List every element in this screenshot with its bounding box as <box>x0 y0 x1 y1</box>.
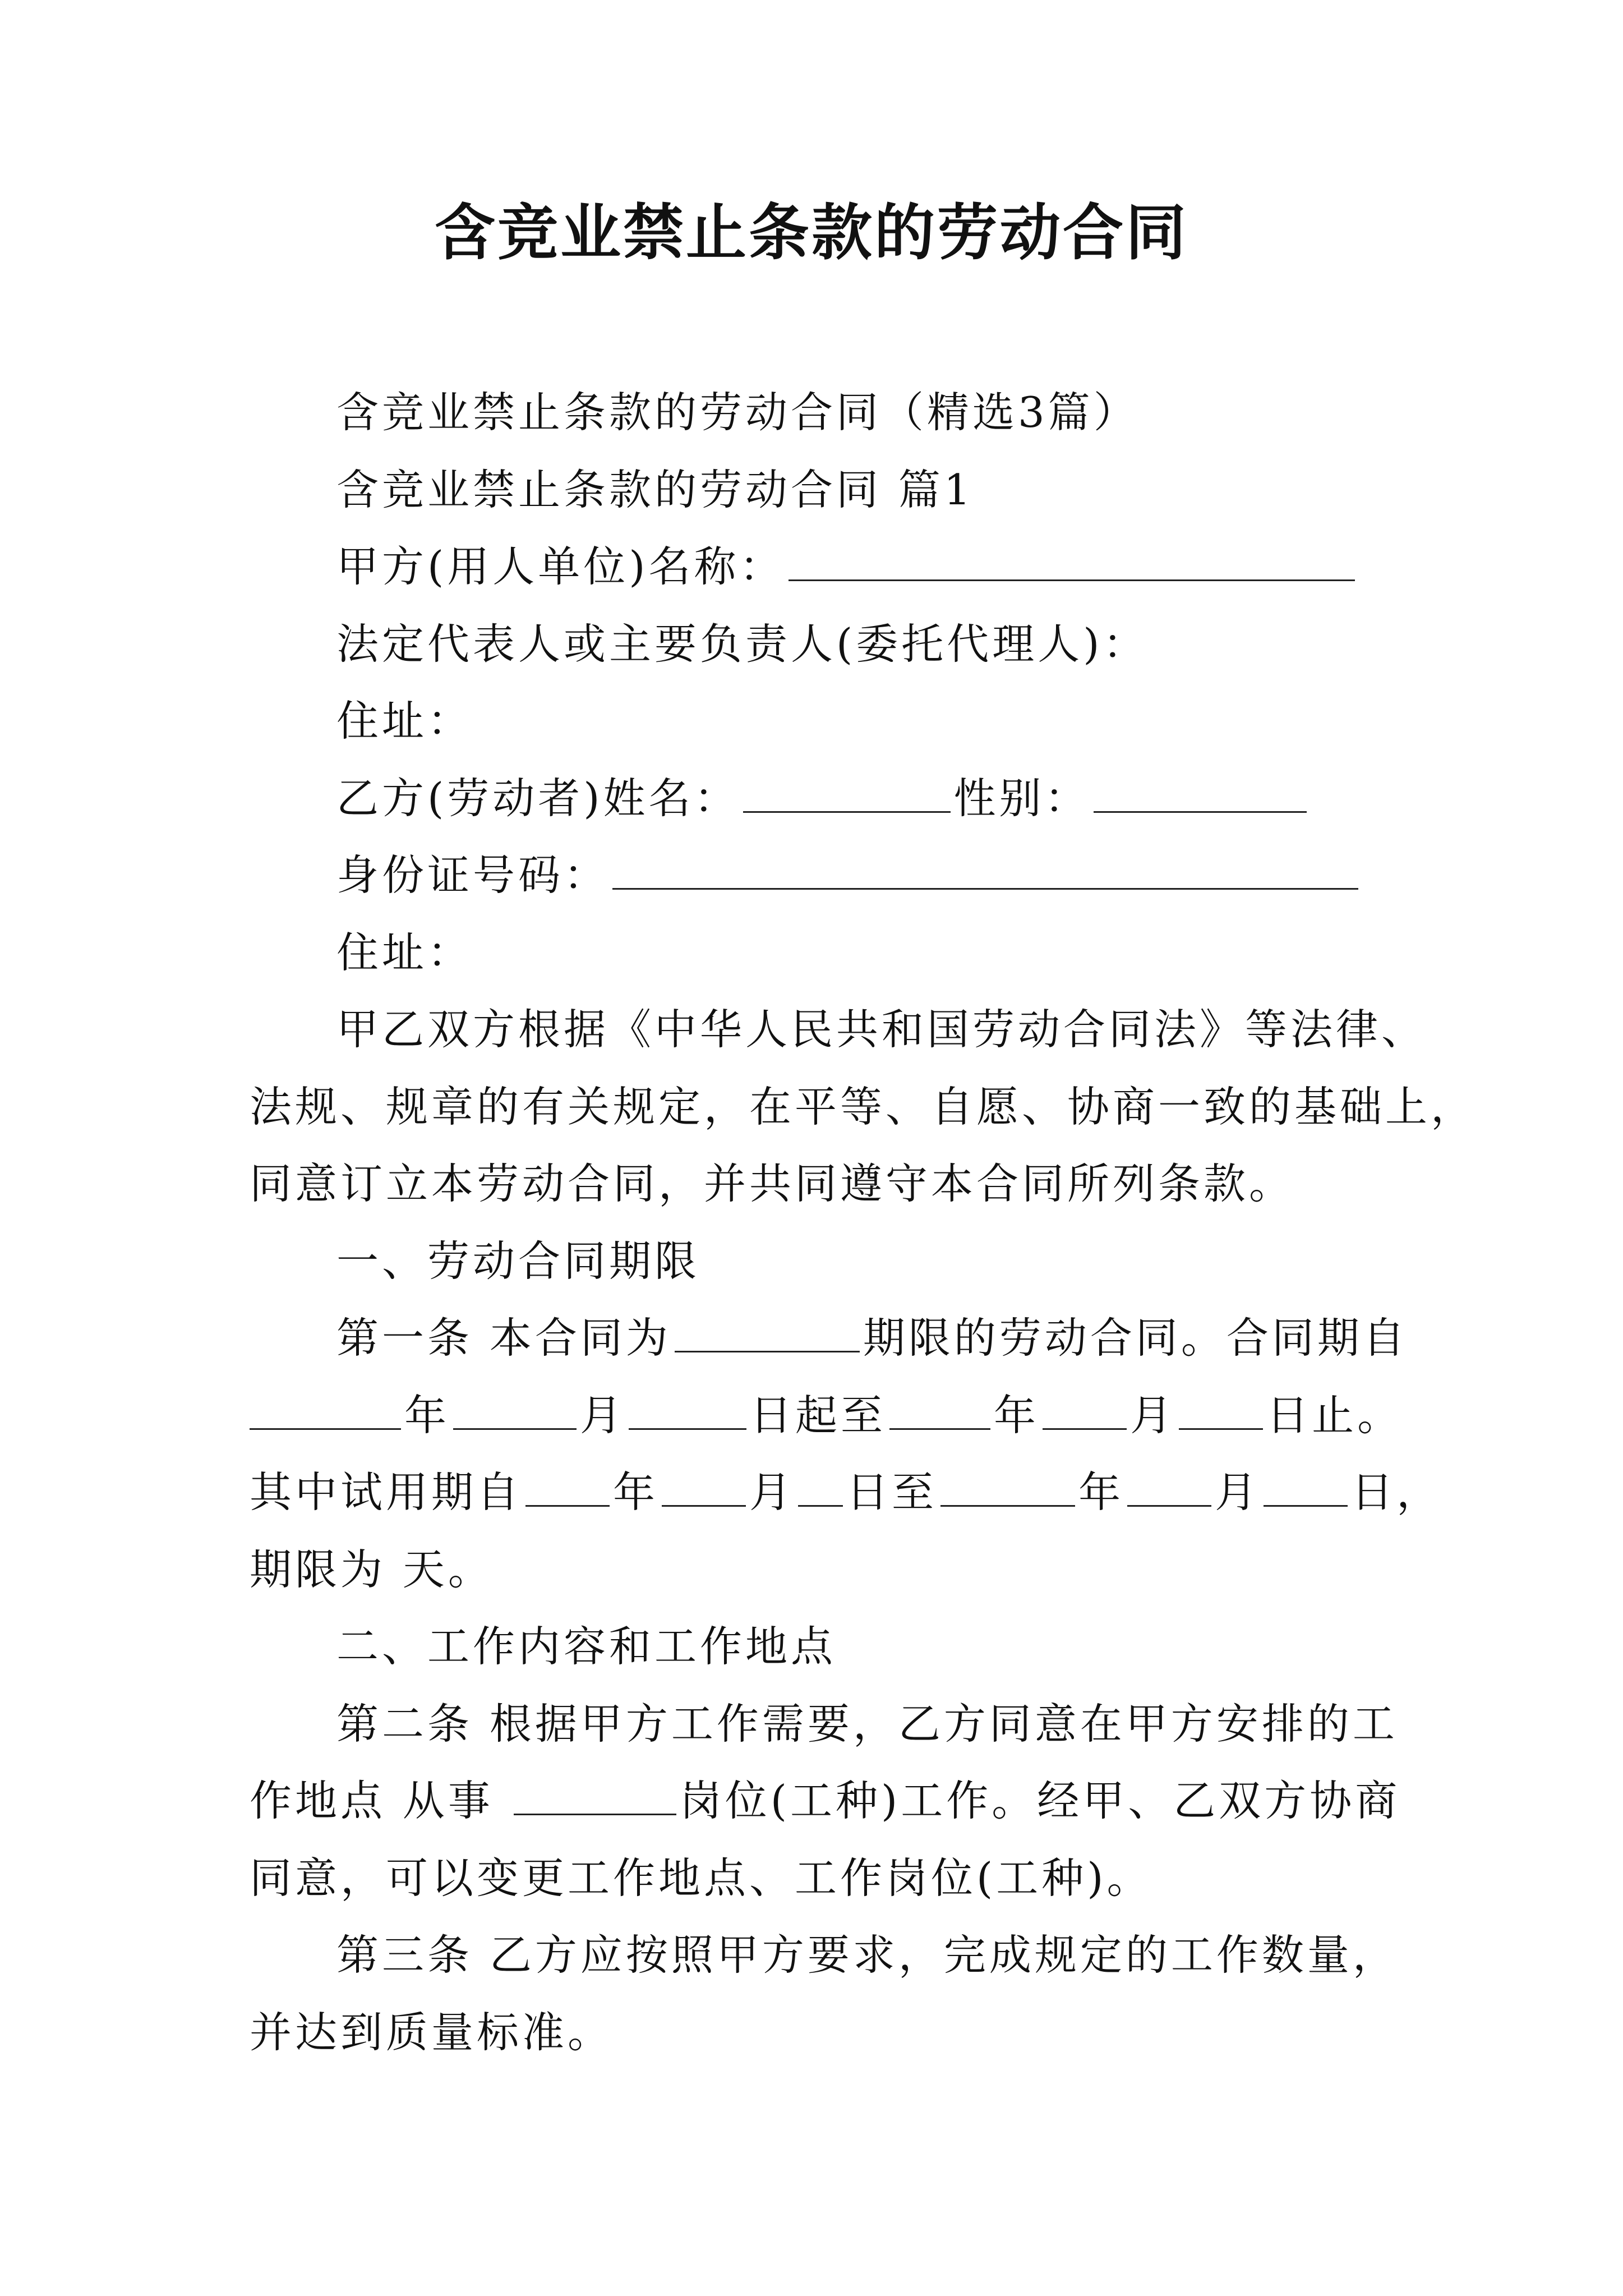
probation-day-end-label: 日， <box>1351 1467 1442 1517</box>
probation-end-month-blank <box>1127 1470 1211 1507</box>
article-1-text-a: 第一条 本合同为 <box>336 1313 671 1363</box>
address-label-1: 住址： <box>336 696 473 746</box>
party-b-line <box>336 770 1310 826</box>
day-from-label: 日起至 <box>750 1391 887 1440</box>
article-1-line-4: 期限为 天。 <box>250 1545 494 1594</box>
section-heading: 含竞业禁止条款的劳动合同 篇1 <box>336 465 974 514</box>
article-3-line-2: 并达到质量标准。 <box>250 2008 614 2057</box>
probation-from-label: 其中试用期自 <box>250 1467 523 1517</box>
article-1-line-3 <box>250 1464 1442 1520</box>
probation-year-label: 年 <box>613 1467 659 1517</box>
month-label-2: 月 <box>1130 1391 1176 1440</box>
heading-contract-term: 一、劳动合同期限 <box>336 1236 700 1286</box>
article-1-line-2 <box>250 1387 1403 1443</box>
end-month-blank <box>1043 1393 1127 1430</box>
intro-line-2: 法规、规章的有关规定，在平等、自愿、协商一致的基础上， <box>250 1082 1477 1131</box>
id-number-blank <box>612 853 1358 890</box>
article-2-text-a: 作地点 从事 <box>250 1776 510 1825</box>
probation-month-label-2: 月 <box>1215 1467 1261 1517</box>
intro-line-3: 同意订立本劳动合同，并共同遵守本合同所列条款。 <box>250 1159 1295 1208</box>
article-1-line-1 <box>336 1310 1408 1366</box>
probation-year-label-2: 年 <box>1078 1467 1124 1517</box>
probation-month-label: 月 <box>749 1467 795 1517</box>
article-2-text-b: 岗位(工种)工作。经甲、乙双方协商 <box>679 1776 1401 1825</box>
intro-line-1: 甲乙双方根据《中华人民共和国劳动合同法》等法律、 <box>336 1005 1427 1054</box>
id-number-line <box>336 847 1362 903</box>
probation-start-year-blank <box>525 1470 610 1507</box>
article-1-text-b: 期限的劳动合同。合同期自 <box>863 1313 1408 1363</box>
day-end-label: 日止。 <box>1266 1391 1403 1440</box>
document-title: 含竞业禁止条款的劳动合同 <box>434 197 1188 268</box>
year-label-2: 年 <box>994 1391 1040 1440</box>
end-year-blank <box>889 1393 990 1430</box>
article-3-line-1: 第三条 乙方应按照甲方要求，完成规定的工作数量， <box>336 1930 1398 1980</box>
gender-blank <box>1094 776 1307 813</box>
term-type-blank <box>675 1316 860 1352</box>
legal-rep-label: 法定代表人或主要负责人(委托代理人)： <box>336 619 1149 669</box>
article-2-line-2 <box>250 1773 1400 1829</box>
start-day-blank <box>629 1393 746 1430</box>
probation-day-to-label: 日至 <box>846 1467 938 1517</box>
month-label: 月 <box>580 1391 626 1440</box>
party-a-name-blank <box>789 545 1355 581</box>
year-label: 年 <box>404 1391 450 1440</box>
probation-start-day-blank <box>798 1470 843 1507</box>
address-label-2: 住址： <box>336 928 473 977</box>
id-number-label: 身份证号码： <box>336 850 610 900</box>
party-b-name-label: 乙方(劳动者)姓名： <box>336 774 740 823</box>
end-day-blank <box>1179 1393 1263 1430</box>
probation-end-day-blank <box>1264 1470 1348 1507</box>
probation-start-month-blank <box>662 1470 746 1507</box>
probation-end-year-blank <box>940 1470 1075 1507</box>
gender-label: 性别： <box>953 774 1090 823</box>
party-a-name-label: 甲方(用人单位)名称： <box>336 542 785 591</box>
position-blank <box>514 1779 676 1815</box>
article-2-line-3: 同意，可以变更工作地点、工作岗位(工种)。 <box>250 1853 1152 1903</box>
start-year-blank <box>250 1393 401 1430</box>
start-month-blank <box>453 1393 577 1430</box>
article-2-line-1: 第二条 根据甲方工作需要，乙方同意在甲方安排的工 <box>336 1699 1398 1749</box>
party-a-name-line <box>336 539 1358 595</box>
document-subtitle: 含竞业禁止条款的劳动合同（精选3篇） <box>336 388 1139 437</box>
heading-work-content: 二、工作内容和工作地点 <box>336 1622 837 1671</box>
party-b-name-blank <box>743 776 951 813</box>
